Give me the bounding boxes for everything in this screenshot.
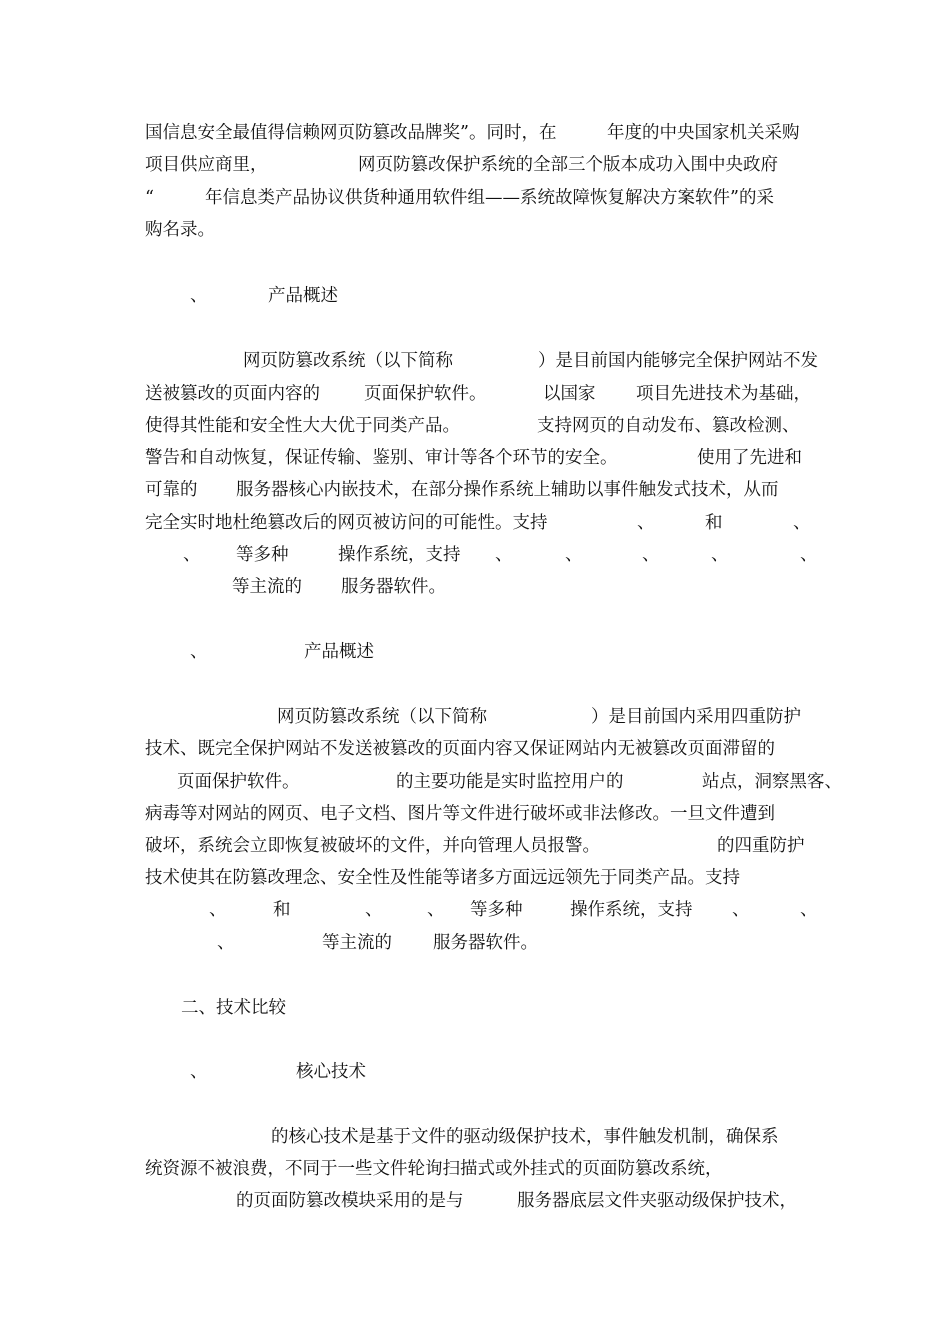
text-segment: 的主要功能是实时监控用户的 — [396, 772, 624, 792]
text-segment: 、 — [427, 900, 445, 920]
text-segment: 完全实时地杜绝篡改后的网页被访问的可能性。支持 — [145, 513, 548, 533]
text-segment: 项目先进技术为基础， — [636, 384, 811, 404]
text-segment: 、 — [732, 900, 750, 920]
text-segment: 、 — [365, 900, 383, 920]
text-segment: 网页防篡改系统（以下简称 — [243, 351, 453, 371]
text-line — [0, 636, 950, 668]
text-segment: 破坏，系统会立即恢复被破坏的文件，并向管理人员报警。 — [145, 836, 600, 856]
text-segment: 产品概述 — [304, 642, 374, 662]
text-segment: “ — [145, 188, 154, 208]
text-segment: 产品概述 — [268, 286, 338, 306]
text-line — [0, 830, 950, 862]
text-line — [0, 798, 950, 830]
text-segment: 送被篡改的页面内容的 — [145, 384, 320, 404]
text-segment: 、 — [800, 545, 818, 565]
text-segment: 、 — [637, 513, 655, 533]
text-segment: 服务器核心内嵌技术，在部分操作系统上辅助以事件触发式技术，从而 — [236, 480, 779, 500]
text-line — [0, 1153, 950, 1185]
text-line — [0, 117, 950, 149]
text-segment: 网页防篡改保护系统的全部三个版本成功入围中央政府 — [358, 155, 778, 175]
text-segment: 网页防篡改系统（以下简称 — [277, 707, 487, 727]
text-segment: 页面保护软件。 — [364, 384, 487, 404]
text-segment: 年信息类产品协议供货种通用软件组——系统故障恢复解决方案软件”的采 — [205, 188, 774, 208]
text-segment: 页面保护软件。 — [177, 772, 300, 792]
text-segment: 、 — [642, 545, 660, 565]
text-segment: 国信息安全最值得信赖网页防篡改品牌奖”。同时，在 — [145, 123, 557, 143]
text-line — [0, 571, 950, 603]
text-segment: 、 — [190, 642, 208, 662]
text-line — [0, 1185, 950, 1217]
text-line — [0, 474, 950, 506]
text-segment: 站点，洞察黑客、 — [702, 772, 842, 792]
text-segment: 核心技术 — [296, 1062, 366, 1082]
text-segment: 服务器底层文件夹驱动级保护技术， — [517, 1191, 797, 1211]
text-segment: 技术、既完全保护网站不发送被篡改的页面内容又保证网站内无被篡改页面滞留的 — [145, 739, 775, 759]
text-segment: 技术使其在防篡改理念、安全性及性能等诸多方面远远领先于同类产品。支持 — [145, 868, 740, 888]
text-segment: 、 — [711, 545, 729, 565]
text-segment: 和 — [273, 900, 291, 920]
text-line — [0, 733, 950, 765]
text-segment: 使用了先进和 — [697, 448, 802, 468]
text-segment: 和 — [705, 513, 723, 533]
text-segment: 购名录。 — [145, 220, 215, 240]
text-line — [0, 280, 950, 312]
text-line — [0, 345, 950, 377]
text-segment: 等多种 — [470, 900, 523, 920]
text-segment: 、 — [800, 900, 818, 920]
text-segment: 统资源不被浪费，不同于一些文件轮询扫描式或外挂式的页面防篡改系统， — [145, 1159, 723, 1179]
text-segment: 操作系统，支持 — [570, 900, 693, 920]
text-line — [0, 410, 950, 442]
text-segment: ）是目前国内能够完全保护网站不发 — [538, 351, 818, 371]
text-line — [0, 442, 950, 474]
text-line — [0, 1056, 950, 1088]
text-segment: 的页面防篡改模块采用的是与 — [236, 1191, 464, 1211]
text-line — [0, 507, 950, 539]
text-segment: 项目供应商里， — [145, 155, 268, 175]
text-segment: 年度的中央国家机关采购 — [607, 123, 800, 143]
text-segment: 二、技术比较 — [181, 998, 286, 1018]
text-line — [0, 992, 950, 1024]
text-segment: 服务器软件。 — [341, 577, 446, 597]
text-segment: 等主流的 — [232, 577, 302, 597]
text-segment: 使得其性能和安全性大大优于同类产品。 — [145, 416, 460, 436]
text-segment: 、 — [183, 545, 201, 565]
text-segment: 、 — [217, 933, 235, 953]
text-segment: ）是目前国内采用四重防护 — [591, 707, 801, 727]
text-segment: 、 — [495, 545, 513, 565]
text-line — [0, 378, 950, 410]
text-segment: 、 — [565, 545, 583, 565]
text-line — [0, 927, 950, 959]
text-line — [0, 214, 950, 246]
text-line — [0, 766, 950, 798]
text-segment: 、 — [190, 286, 208, 306]
text-segment: 服务器软件。 — [433, 933, 538, 953]
text-segment: 等多种 — [236, 545, 289, 565]
text-segment: 等主流的 — [322, 933, 392, 953]
text-segment: 病毒等对网站的网页、电子文档、图片等文件进行破坏或非法修改。一旦文件遭到 — [145, 804, 775, 824]
text-line — [0, 149, 950, 181]
text-segment: 可靠的 — [145, 480, 198, 500]
text-line — [0, 539, 950, 571]
text-line — [0, 1121, 950, 1153]
text-segment: 操作系统，支持 — [338, 545, 461, 565]
text-line — [0, 894, 950, 926]
text-segment: 、 — [190, 1062, 208, 1082]
text-line — [0, 701, 950, 733]
text-line — [0, 182, 950, 214]
text-segment: 、 — [793, 513, 811, 533]
text-line — [0, 862, 950, 894]
text-segment: 以国家 — [543, 384, 596, 404]
text-segment: 的核心技术是基于文件的驱动级保护技术，事件触发机制，确保系 — [271, 1127, 779, 1147]
text-segment: 警告和自动恢复，保证传输、鉴别、审计等各个环节的安全。 — [145, 448, 618, 468]
text-segment: 的四重防护 — [717, 836, 805, 856]
text-segment: 、 — [209, 900, 227, 920]
text-segment: 支持网页的自动发布、篡改检测、 — [537, 416, 800, 436]
